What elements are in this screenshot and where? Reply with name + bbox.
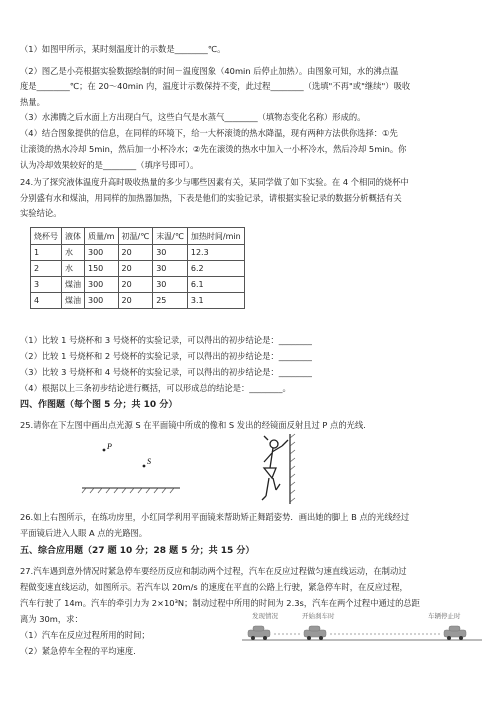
dancer-figure [262,436,288,500]
table-cell: 300 [85,293,119,309]
q24-intro-line3: 实验结论。 [20,208,62,218]
point-p-dot [103,449,106,452]
table-cell: 6.1 [187,277,244,293]
q27-text-line4: 离为 30m，求： [20,614,83,624]
table-cell: 300 [85,245,119,261]
table-cell: 3 [31,277,62,293]
q24-intro-line1: 24.为了探究液体温度升高时吸收热量的多少与哪些因素有关，某同学做了如下实验。在 4 个相同的烧杯中 [20,177,409,187]
table-cell: 煤油 [62,293,85,309]
table-cell: 150 [85,261,119,277]
table-header-cell: 液体 [62,228,85,245]
table-row [31,245,245,261]
dancer-leg-right [273,478,276,490]
table-cell: 1 [31,245,62,261]
dancer-leg-left [266,478,269,496]
table-cell: 水 [62,261,85,277]
table-cell: 30 [153,245,188,261]
table-cell: 20 [118,261,153,277]
wall-mirror-hatching [290,434,295,502]
table-header-row [31,228,245,245]
car-icons [248,626,466,637]
car-wheels [251,636,463,640]
table-header-cell: 加热时间/min [187,228,244,245]
dancer-leg-right-raised [276,484,280,490]
table-cell: 水 [62,245,85,261]
table-header-cell: 初温/℃ [118,228,153,245]
mirror-hatching [82,488,174,493]
table-cell: 30 [153,277,188,293]
table-cell: 4 [31,293,62,309]
q23-part2-line2: 度是________℃；在 20～40min 内，温度计示数保持不变，此过程________（选填"不再"或"继续"）吸收 [20,81,411,91]
q23-part3: （3）水沸腾之后水面上方出现白气，这些白气是水蒸气________（填物态变化名称）形成的。 [20,112,366,122]
table-cell: 25 [153,293,188,309]
car-icon [449,626,460,631]
q27-text-line2: 程做变速直线运动，如图所示。若汽车以 20m/s 的速度在平直的公路上行驶，紧急停车时，在反应过程， [20,582,408,592]
section5-heading: 五、综合应用题（27 题 10 分；28 题 5 分；共 15 分） [20,546,255,556]
q23-part2-line3: 热量。 [20,97,45,107]
table-cell: 300 [85,277,119,293]
dancer-skirt [264,468,276,478]
dancer-hand-raised [282,440,288,446]
q23-part1: （1）如图甲所示，某时刻温度计的示数是________℃。 [20,44,226,54]
point-s-label: S [147,457,151,466]
fig-label-brake-start: 开始刹车时 [302,612,335,620]
braking-car-figure [238,610,486,644]
q27-text-line3: 汽车行驶了 14m。汽车的牵引力为 2×10³N；制动过程中所用的时间为 2.3s，汽车在两个过程中通过的总距 [20,598,420,608]
car-icon [253,626,264,631]
dancer-hair [264,436,268,440]
point-p-label: P [107,442,112,451]
table-row [31,261,245,277]
point-s-dot [143,465,146,468]
dancer-foot [262,496,266,500]
fig-label-discover: 发现情况 [252,612,278,620]
table-header-cell: 末温/℃ [153,228,188,245]
q27-text-line1: 27.汽车遇到意外情况时紧急停车要经历反应和制动两个过程，汽车在反应过程做匀速直线运动，在制动过 [20,566,407,576]
experiment-table [30,227,245,309]
table-row [31,277,245,293]
q24-sub1: （1）比较 1 号烧杯和 3 号烧杯的实验记录，可以得出的初步结论是：________ [20,335,312,345]
q25-text: 25.请你在下左图中画出点光源 S 在平面镜中所成的像和 S 发出的经镜面反射且过 P 点的光线. [20,420,366,430]
table-cell: 30 [153,261,188,277]
table-header-cell: 质量/m [85,228,119,245]
mirror-point-source-figure [80,438,190,498]
q27-sub2: （2）紧急停车全程的平均速度. [20,646,136,656]
q24-intro-line2: 分别盛有水和煤油，用同样的加热器加热，下表是他们的实验记录，请根据实验记录的数据分析概括有关 [20,193,402,203]
q24-sub2: （2）比较 1 号烧杯和 2 号烧杯的实验记录，可以得出的初步结论是：________ [20,351,312,361]
q23-part4-line2: 让滚烫的热水冷却 5min，然后加一小杯冷水；②先在滚烫的热水中加入一小杯冷水，然后冷却 5min。你 [20,144,407,154]
dancer-head [270,440,278,448]
q23-part4-line1: （4）结合图象提供的信息，在同样的环境下，给一大杯滚烫的热水降温，现有两种方法供你选择：①先 [20,128,398,138]
table-cell: 20 [118,277,153,293]
q23-part4-line3: 认为冷却效果较好的是________（填序号即可）。 [20,160,199,170]
section4-heading: 四、作图题（每个图 5 分；共 10 分） [20,400,178,410]
table-cell: 6.2 [187,261,244,277]
q23-part2-line1: （2）图乙是小亮根据实验数据绘制的时间－温度图象（40min 后停止加热）。由图象可知，水的沸点温 [20,66,399,76]
table-cell: 3.1 [187,293,244,309]
fig-label-car-stopped: 车辆停止时 [428,612,461,620]
dancer-mirror-figure [250,432,310,508]
q24-sub3: （3）比较 3 号烧杯和 4 号烧杯的实验记录，可以得出的初步结论是：________ [20,367,312,377]
q26-text-line1: 26.如上右图所示，在练功房里，小红同学利用平面镜来帮助矫正舞蹈姿势．画出她的脚上 B 点的光线经过 [20,512,410,522]
table-cell: 12.3 [187,245,244,261]
car-icon [309,626,320,631]
q27-sub1: （1）汽车在反应过程所用的时间； [20,630,150,640]
table-header-cell: 烧杯号 [31,228,62,245]
table-row [31,293,245,309]
table-cell: 20 [118,245,153,261]
table-cell: 20 [118,293,153,309]
q24-sub4: （4）根据以上三条初步结论进行概括，可以形成总的结论是：________。 [20,383,291,393]
q26-text-line2: 平面镜后进入人眼 A 点的光路图。 [20,528,148,538]
table-cell: 煤油 [62,277,85,293]
table-cell: 2 [31,261,62,277]
